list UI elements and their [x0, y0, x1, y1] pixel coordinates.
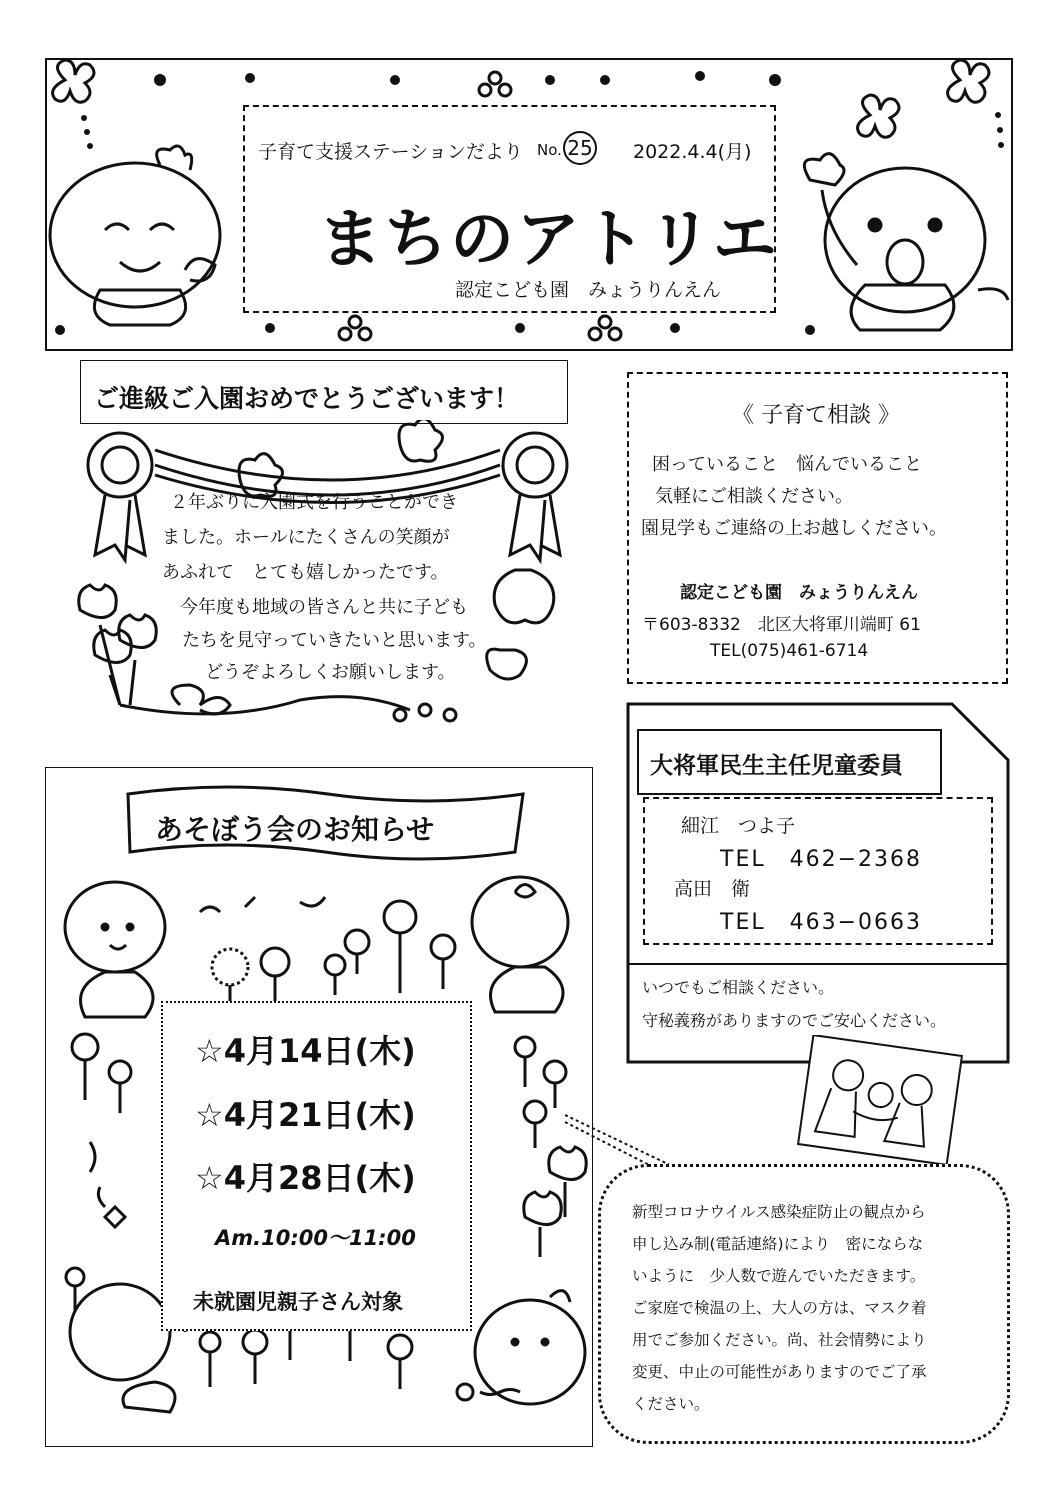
consult-line: 園見学もご連絡の上お越しください。 [641, 518, 947, 539]
series-label: 子育て支援ステーションだより [258, 141, 523, 163]
committee-note: 守秘義務がありますのでご安心ください。 [642, 1011, 947, 1030]
consult-org: 認定こども園 みょうりんえん [680, 583, 918, 603]
consult-line: 困っていること 悩んでいること [652, 454, 922, 475]
playgroup-date: ☆4月28日(木) [195, 1159, 416, 1197]
notice-line: ご家庭で検温の上、大人の方は、マスク着 [632, 1299, 927, 1317]
playgroup-time: Am.10:00〜11:00 [215, 1226, 416, 1250]
issue-number: 25 [563, 131, 597, 165]
greeting-line: 今年度も地域の皆さんと共に子ども [180, 597, 468, 618]
greeting-line: どうぞよろしくお願いします。 [205, 662, 456, 683]
consult-heading: 《 子育て相談 》 [732, 403, 900, 428]
greeting-line: あふれて とても嬉しかったです。 [162, 562, 449, 583]
playgroup-date: ☆4月21日(木) [195, 1096, 416, 1134]
member-name: 高田 衛 [674, 878, 751, 900]
committee-heading: 大将軍民生主任児童委員 [650, 753, 903, 779]
issue-date: 2022.4.4(月) [633, 141, 752, 163]
notice-pointer [560, 1110, 680, 1170]
greeting-heading: ご進級ご入園おめでとうございます！ [94, 384, 520, 413]
issue-prefix: No. [537, 141, 562, 159]
notice-line: 変更、中止の可能性がありますのでご了承 [632, 1363, 927, 1381]
garland-illustration [60, 420, 580, 750]
greeting-line: ２年ぶりに入園式を行うことができ [170, 492, 458, 513]
member-tel: TEL 463−0663 [720, 910, 923, 935]
baby-right-illustration [804, 154, 1008, 330]
notice-line: いように 少人数で遊んでいただきます。 [632, 1267, 926, 1285]
notice-line: 申し込み制(電話連絡)により 密にならな [632, 1235, 924, 1253]
greeting-line: ました。ホールにたくさんの笑顔が [162, 527, 450, 548]
publisher: 認定こども園 みょうりんえん [455, 279, 722, 301]
notice-line: 新型コロナウイルス感染症防止の観点から [632, 1203, 926, 1221]
greeting-line: たちを見守っていきたいと思います。 [182, 630, 487, 651]
family-illustration [795, 1035, 965, 1165]
page-title: まちのアトリエ [318, 203, 779, 277]
playgroup-target: 未就園児親子さん対象 [193, 1290, 403, 1314]
playgroup-heading: あそぼう会のお知らせ [155, 813, 435, 846]
notice-line: 用でご参加ください。尚、社会情勢により [632, 1331, 927, 1349]
member-tel: TEL 462−2368 [720, 847, 923, 872]
notice-line: ください。 [632, 1395, 710, 1413]
consult-tel: TEL(075)461-6714 [710, 641, 869, 661]
consult-line: 気軽にご相談ください。 [655, 486, 853, 507]
playgroup-date: ☆4月14日(木) [195, 1032, 416, 1070]
baby-left-illustration [50, 146, 220, 325]
member-name: 細江 つよ子 [681, 815, 796, 837]
consult-address: 〒603-8332 北区大将軍川端町 61 [642, 615, 921, 635]
committee-note: いつでもご相談ください。 [642, 978, 835, 997]
